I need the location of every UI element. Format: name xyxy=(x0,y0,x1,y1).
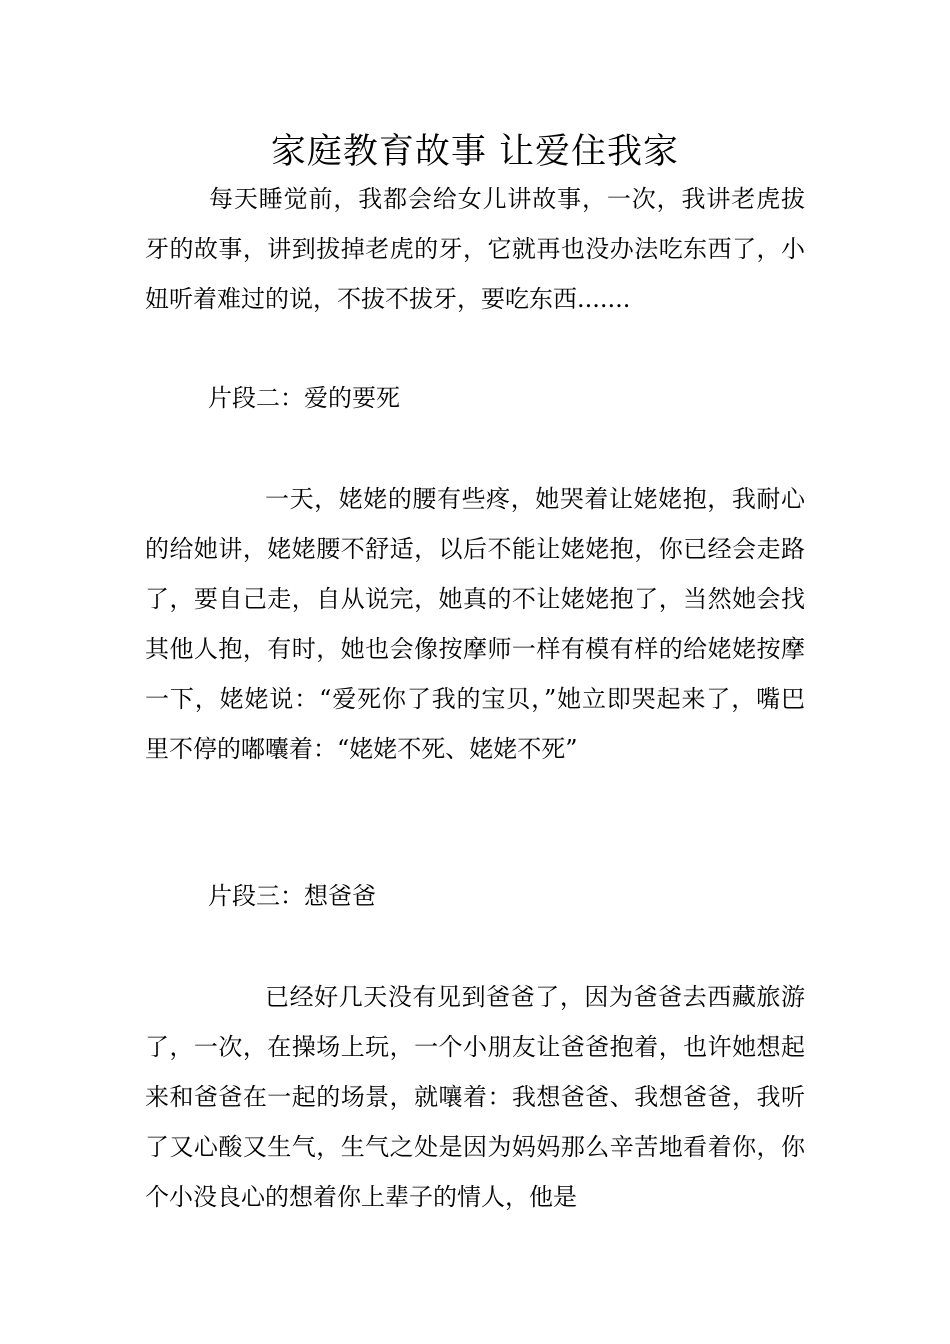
document-title: 家庭教育故事 让爱住我家 xyxy=(270,132,680,172)
section-heading-2: 片段二：爱的要死 xyxy=(208,384,400,412)
story-paragraph-1: 每天睡觉前，我都会给女儿讲故事，一次，我讲老虎拔牙的故事，讲到拔掉老虎的牙，它就再也没办法吃东西了，小妞听着难过的说，不拔不拔牙，要吃东西....... xyxy=(145,185,805,313)
section-heading-3: 片段三：想爸爸 xyxy=(208,882,376,910)
story-paragraph-2: 一天，姥姥的腰有些疼，她哭着让姥姥抱，我耐心的给她讲，姥姥腰不舒适，以后不能让姥姥抱，你已经会走路了，要自己走，自从说完，她真的不让姥姥抱了，当然她会找其他人抱，有时，她也会像按摩师一样有模有样的给姥姥按摩一下，姥姥说：“爱死你了我的宝贝，”她立即哭起来了，嘴巴里不停的嘟囔着：“姥姥不死、姥姥不死” xyxy=(145,485,805,763)
story-paragraph-3: 已经好几天没有见到爸爸了，因为爸爸去西藏旅游了，一次，在操场上玩，一个小朋友让爸爸抱着，也许她想起来和爸爸在一起的场景，就嚷着：我想爸爸、我想爸爸，我听了又心酸又生气，生气之处是因为妈妈那么辛苦地看着你，你个小没良心的想着你上辈子的情人，他是 xyxy=(145,983,805,1211)
